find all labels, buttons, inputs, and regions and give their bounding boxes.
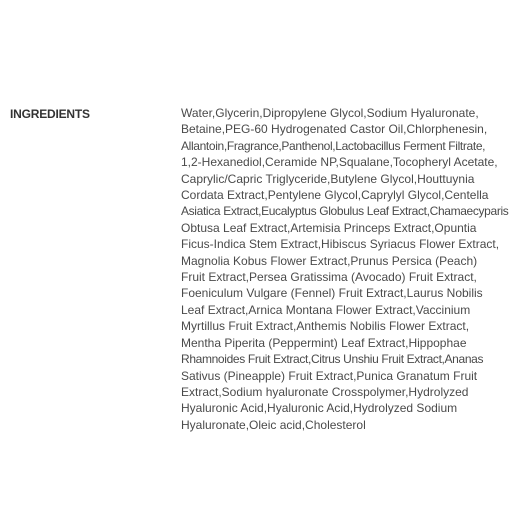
ingredients-line: Caprylic/Capric Triglyceride,Butylene Glycol,Houttuynia (181, 171, 475, 186)
ingredients-list (181, 105, 511, 433)
ingredients-line: Hyaluronate,Oleic acid,Cholesterol (181, 417, 366, 432)
ingredients-line: Fruit Extract,Persea Gratissima (Avocado) Fruit Extract, (181, 270, 477, 285)
ingredients-line: Allantoin,Fragrance,Panthenol,Lactobacillus Ferment Filtrate, (181, 138, 486, 153)
ingredients-line: Myrtillus Fruit Extract,Anthemis Nobilis Flower Extract, (181, 319, 470, 334)
ingredients-line: Sativus (Pineapple) Fruit Extract,Punica Granatum Fruit (181, 368, 478, 383)
ingredients-line: Obtusa Leaf Extract,Artemisia Princeps Extract,Opuntia (181, 220, 477, 235)
ingredients-line: Extract,Sodium hyaluronate Crosspolymer,Hydrolyzed (181, 384, 469, 399)
ingredients-line: Magnolia Kobus Flower Extract,Prunus Persica (Peach) (181, 253, 478, 268)
ingredients-line: Hyaluronic Acid,Hyaluronic Acid,Hydrolyzed Sodium (181, 401, 458, 416)
ingredients-line: Asiatica Extract,Eucalyptus Globulus Leaf Extract,Chamaecyparis (181, 204, 509, 219)
ingredients-line: Betaine,PEG-60 Hydrogenated Castor Oil,Chlorphenesin, (181, 122, 488, 137)
ingredients-line: Leaf Extract,Arnica Montana Flower Extract,Vaccinium (181, 302, 471, 317)
ingredients-line: Foeniculum Vulgare (Fennel) Fruit Extract,Laurus Nobilis (181, 286, 483, 301)
ingredients-line: Rhamnoides Fruit Extract,Citrus Unshiu Fruit Extract,Ananas (181, 352, 484, 367)
ingredients-line: Cordata Extract,Pentylene Glycol,Caprylyl Glycol,Centella (181, 188, 489, 203)
ingredients-line: Mentha Piperita (Peppermint) Leaf Extract,Hippophae (181, 335, 467, 350)
ingredients-heading: INGREDIENTS (10, 107, 90, 121)
ingredients-line: 1,2-Hexanediol,Ceramide NP,Squalane,Tocopheryl Acetate, (181, 155, 498, 170)
ingredients-line: Water,Glycerin,Dipropylene Glycol,Sodium Hyaluronate, (181, 106, 479, 120)
ingredients-line: Ficus-Indica Stem Extract,Hibiscus Syriacus Flower Extract, (181, 237, 500, 252)
